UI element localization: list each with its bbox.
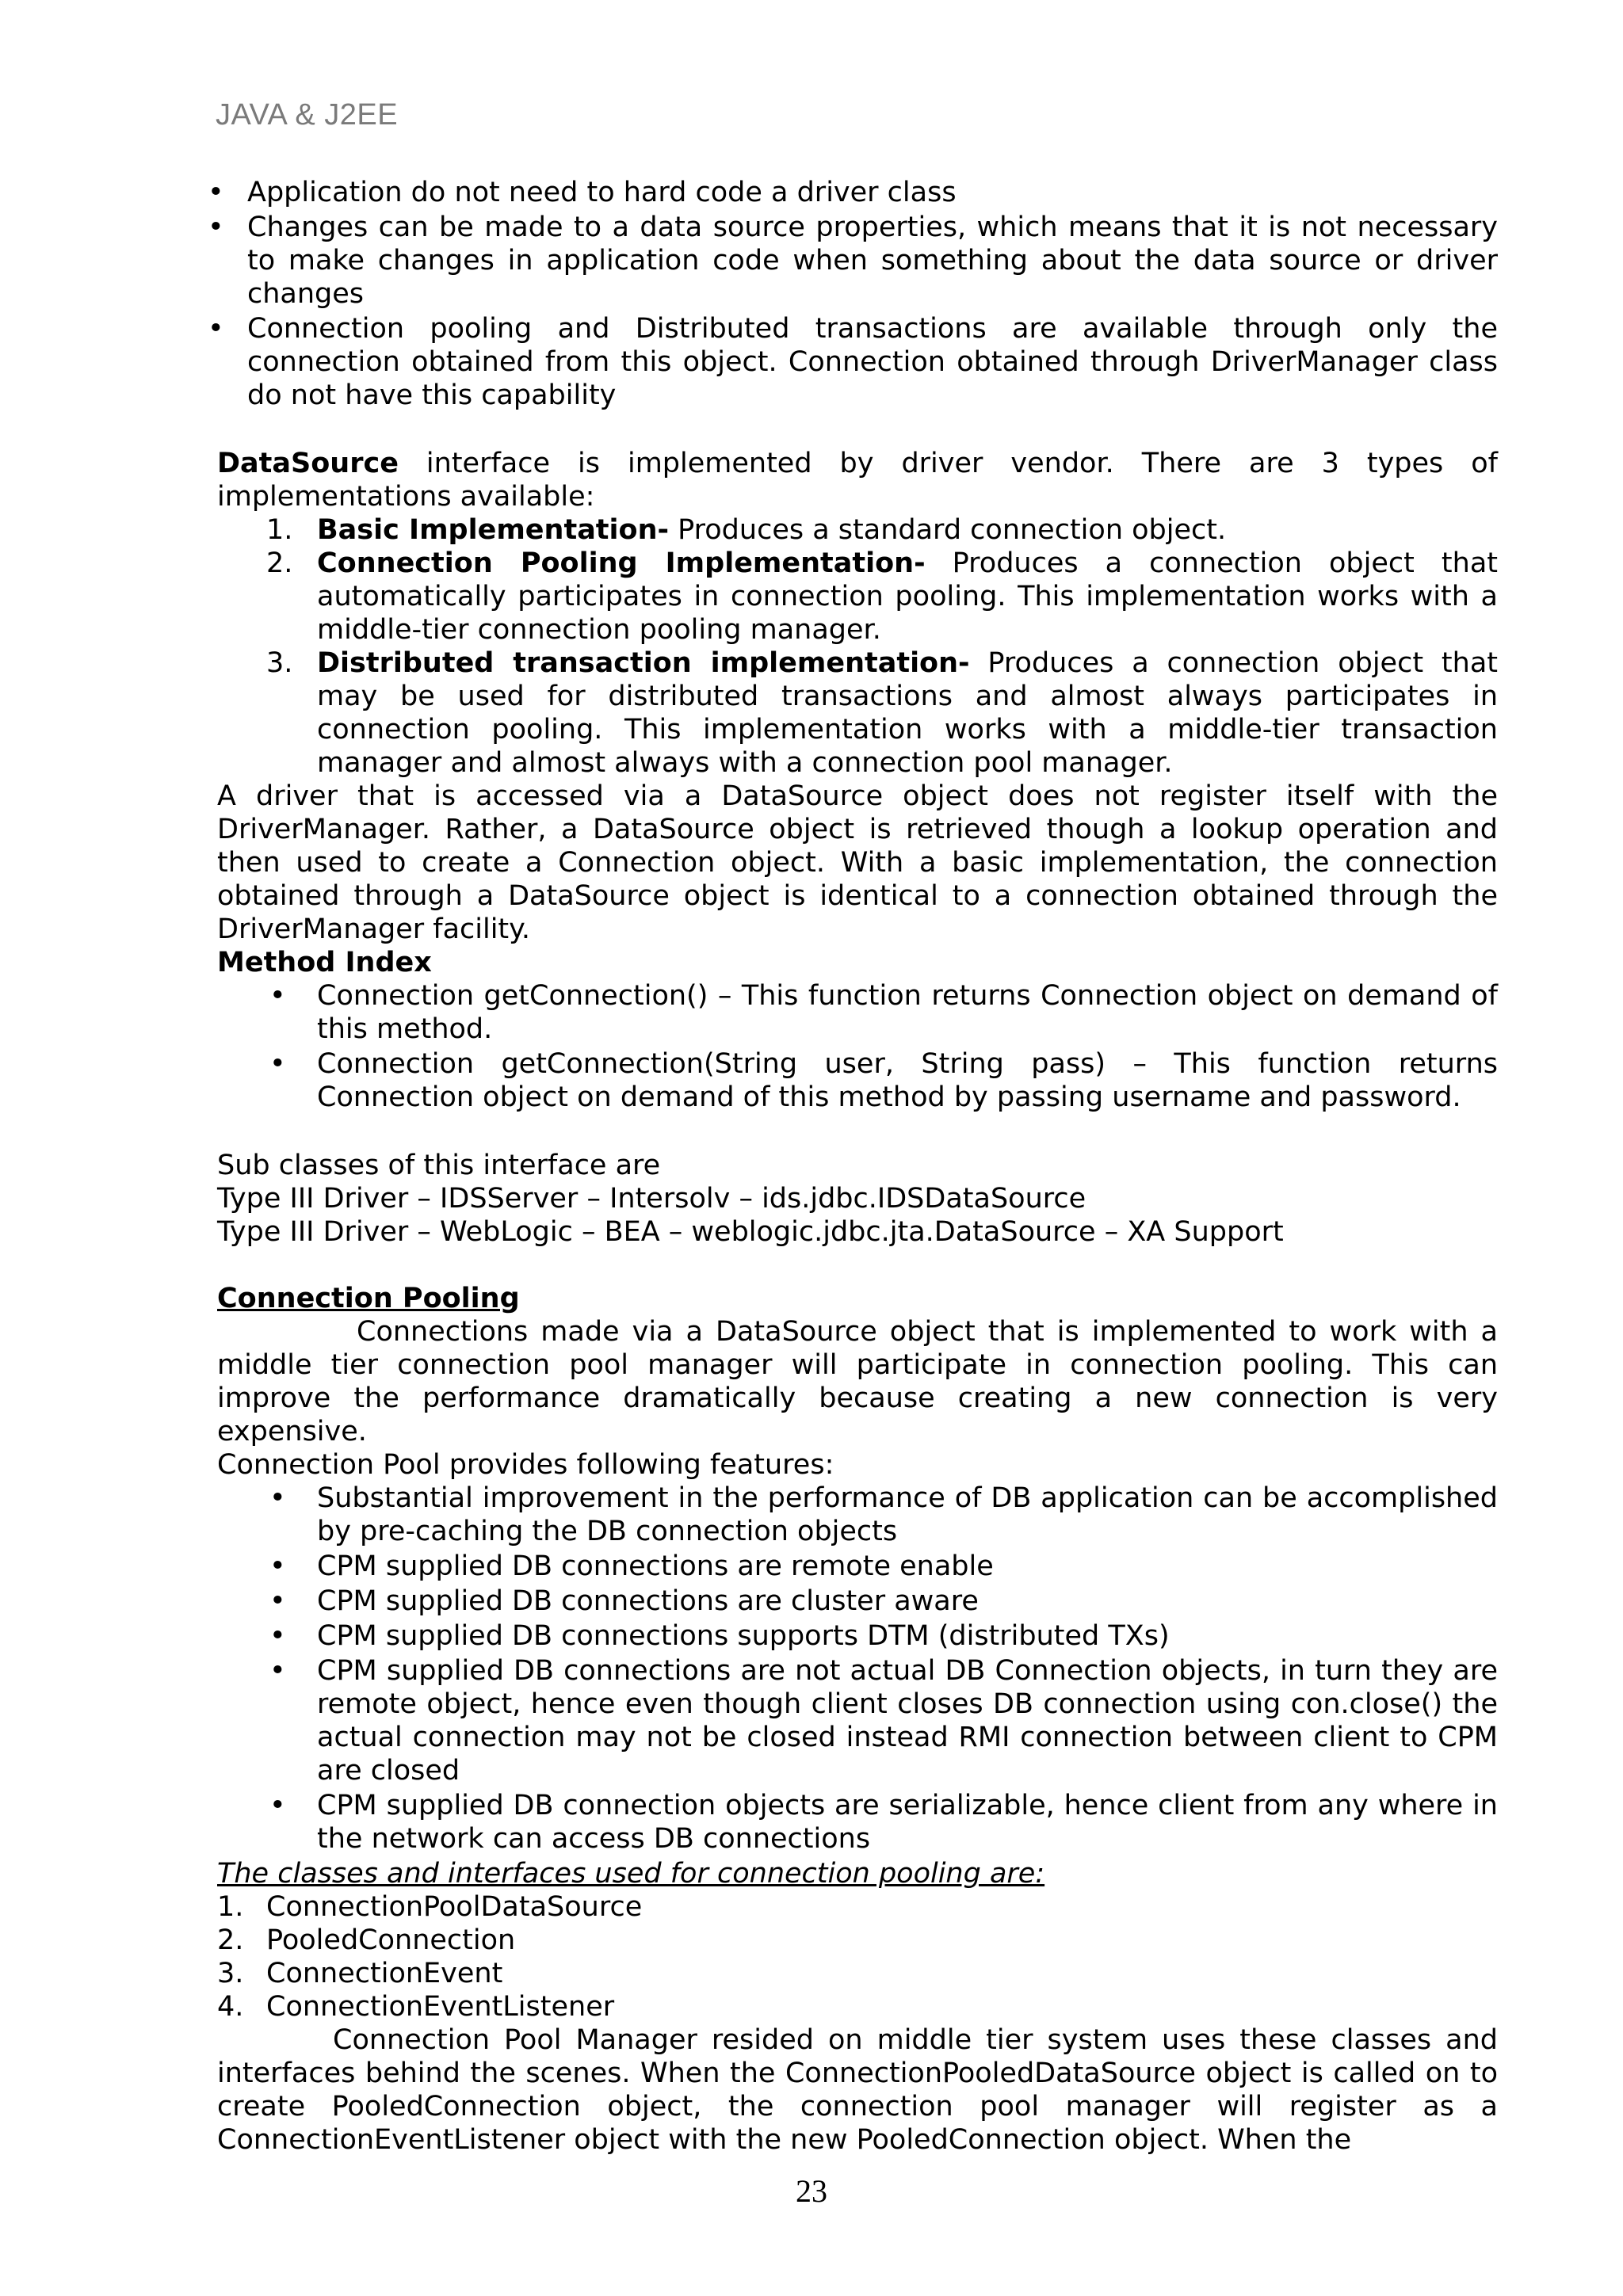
page-number: 23 <box>796 2173 827 2209</box>
item-title: Basic Implementation- <box>317 514 670 546</box>
connection-pooling-heading: Connection Pooling <box>217 1283 520 1314</box>
list-item <box>217 513 1498 547</box>
item-title: Distributed transaction implementation- <box>317 647 970 679</box>
datasource-text: interface is implemented by driver vendor. There are 3 types of implementations available: <box>217 448 1498 513</box>
list-item: • CPM supplied DB connections are remote enable <box>217 1550 1498 1583</box>
datasource-paragraph <box>217 447 1498 513</box>
item-text: ConnectionEventListener <box>266 1991 615 2023</box>
item-number: 3. <box>266 647 293 679</box>
list-item <box>217 1890 1498 1924</box>
item-text: PooledConnection <box>266 1924 516 1956</box>
method-index-heading: Method Index <box>217 947 432 978</box>
list-item <box>217 646 1498 780</box>
datasource-term: DataSource <box>217 448 399 479</box>
method-index-list <box>217 979 1498 1114</box>
features-list <box>217 1482 1498 1855</box>
item-number: 4. <box>217 1991 244 2023</box>
list-item: • Connection getConnection(String user, String pass) – This function returns Connection object on demand of this method by passing username and password. <box>217 1047 1498 1114</box>
list-item: • CPM supplied DB connection objects are serializable, hence client from any where in the network can access DB connections <box>217 1789 1498 1855</box>
page-content <box>217 176 1498 2157</box>
item-number: 2. <box>266 547 293 579</box>
item-title: Connection Pooling Implementation- <box>317 547 926 579</box>
list-item: • Connection pooling and Distributed transactions are available through only the connection obtained from this object. Connection obtained through DriverManager class do not have this capability <box>217 312 1498 412</box>
subclass-line: Type III Driver – IDSServer – Intersolv – ids.jdbc.IDSDataSource <box>217 1183 1086 1215</box>
intro-bullet-list <box>217 176 1498 412</box>
running-header: JAVA & J2EE <box>216 98 399 132</box>
list-item: • Connection getConnection() – This function returns Connection object on demand of this method. <box>217 979 1498 1046</box>
subclasses-intro: Sub classes of this interface are <box>217 1150 661 1181</box>
list-item <box>217 547 1498 646</box>
list-item <box>217 1957 1498 1990</box>
item-number: 2. <box>217 1924 244 1956</box>
item-text: Produces a connection object that automatically participates in connection pooling. This implementation works with a middle-tier connection pooling manager. <box>317 547 1498 646</box>
list-item: • CPM supplied DB connections are not actual DB Connection objects, in turn they are remote object, hence even though client closes DB connection using con.close() the actual connection may not be closed instead RMI connection between client to CPM are closed <box>217 1654 1498 1787</box>
list-item <box>217 1924 1498 1957</box>
subclass-line: Type III Driver – WebLogic – BEA – weblogic.jdbc.jta.DataSource – XA Support <box>217 1216 1284 1248</box>
item-text: ConnectionPoolDataSource <box>266 1891 643 1923</box>
list-item <box>217 1990 1498 2023</box>
item-text: ConnectionEvent <box>266 1958 503 1989</box>
list-item: • Application do not need to hard code a driver class <box>217 176 1498 209</box>
closing-paragraph: Connection Pool Manager resided on middle tier system uses these classes and interfaces behind the scenes. When the ConnectionPooledDataSource object is called on to create PooledConnection object, the connection pool manager will register as a ConnectionEventListener object with the new PooledConnection object. When the <box>217 2024 1498 2156</box>
classes-list <box>217 1890 1498 2023</box>
connection-pooling-paragraph: Connections made via a DataSource object that is implemented to work with a middle tier connection pool manager will participate in connection pooling. This can improve the performance dramatically because creating a new connection is very expensive. <box>217 1316 1498 1447</box>
list-item: • CPM supplied DB connections supports DTM (distributed TXs) <box>217 1619 1498 1653</box>
item-number: 1. <box>217 1891 244 1923</box>
driver-paragraph: A driver that is accessed via a DataSource object does not register itself with the DriverManager. Rather, a DataSource object is retrieved though a lookup operation and then used to create a Connection object. With a basic implementation, the connection obtained through a DataSource object is identical to a connection obtained through the DriverManager facility. <box>217 780 1498 945</box>
item-number: 1. <box>266 514 293 546</box>
item-text: Produces a connection object that may be used for distributed transactions and almost always participates in connection pooling. This implementation works with a middle-tier transaction manager and almost always with a connection pool manager. <box>317 647 1498 779</box>
list-item: • Substantial improvement in the performance of DB application can be accomplished by pre-caching the DB connection objects <box>217 1482 1498 1548</box>
implementation-types-list <box>217 513 1498 780</box>
item-number: 3. <box>217 1958 244 1989</box>
list-item: • CPM supplied DB connections are cluster aware <box>217 1585 1498 1618</box>
item-text: Produces a standard connection object. <box>669 514 1227 546</box>
list-item: • Changes can be made to a data source properties, which means that it is not necessary to make changes in application code when something about the data source or driver changes <box>217 211 1498 311</box>
features-intro: Connection Pool provides following features: <box>217 1449 834 1481</box>
classes-heading: The classes and interfaces used for connection pooling are: <box>217 1858 1045 1890</box>
